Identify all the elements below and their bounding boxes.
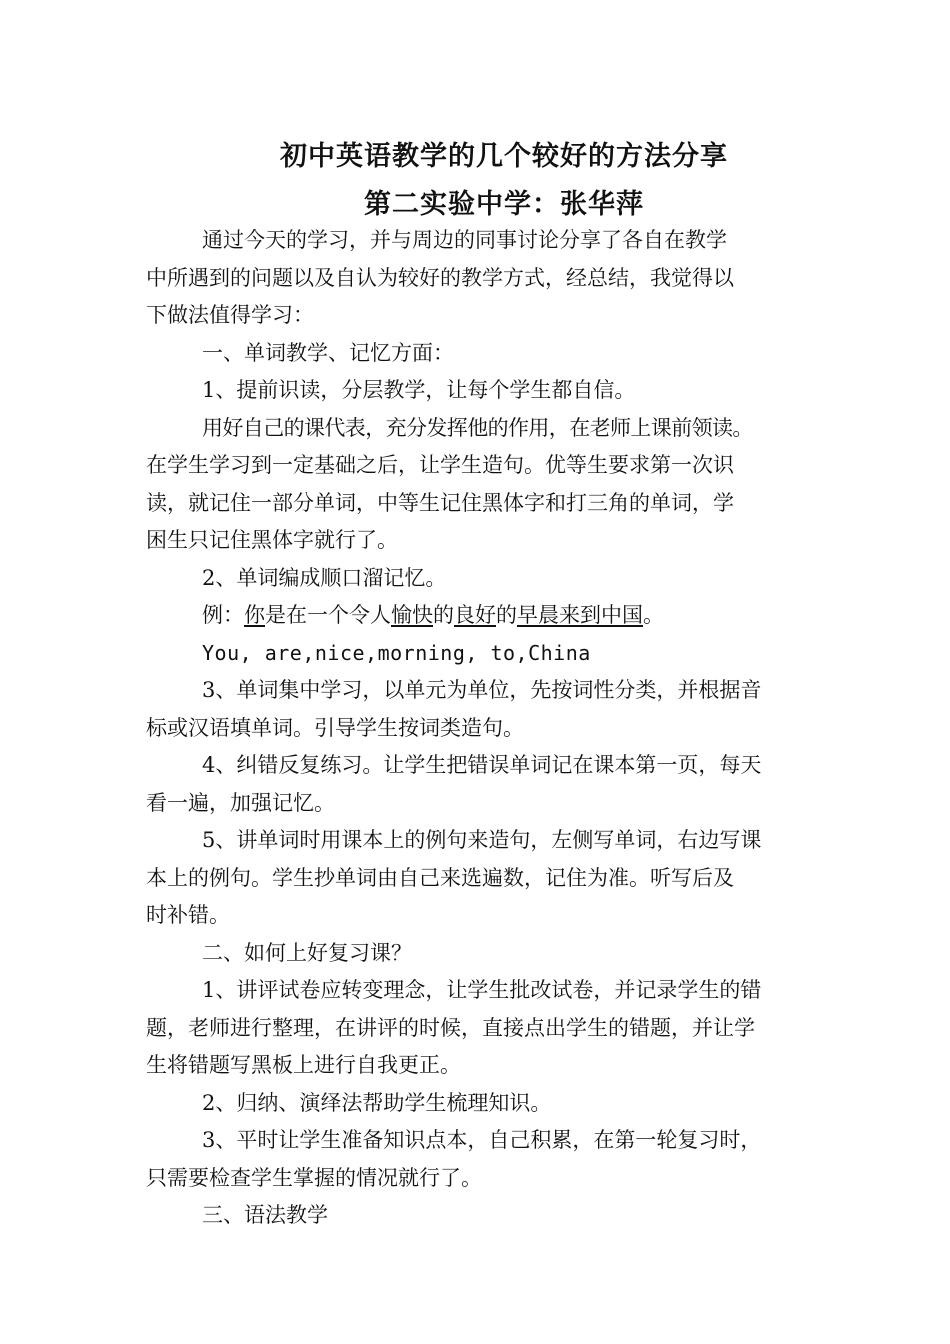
example-word: 你 [244,603,265,627]
paragraph-line: 标或汉语填单词。引导学生按词类造句。 [146,715,524,740]
paragraph-line: 中所遇到的问题以及自认为较好的教学方式，经总结，我觉得以 [146,265,734,290]
paragraph-line: 2、归纳、演绎法帮助学生梳理知识。 [202,1090,552,1115]
example-word: 良好 [454,603,496,627]
section-heading: 一、单词教学、记忆方面： [202,340,454,365]
paragraph-line: 本上的例句。学生抄单词由自己来选遍数，记住为准。听写后及 [146,865,734,890]
paragraph-line: 看一遍，加强记忆。 [146,790,335,815]
paragraph-line: 读，就记住一部分单词，中等生记住黑体字和打三角的单词，学 [146,490,734,515]
section-heading: 三、语法教学 [202,1203,328,1227]
example-text: 的 [433,603,454,627]
example-line [146,597,814,635]
paragraph-line: 用好自己的课代表，充分发挥他的作用，在老师上课前领读。 [202,415,753,440]
paragraph-line: 在学生学习到一定基础之后，让学生造句。优等生要求第一次识 [146,453,734,477]
paragraph-line: 1、提前识读，分层教学，让每个学生都自信。 [202,378,636,402]
example-word: 早晨 [517,603,559,627]
document-title: 初中英语教学的几个较好的方法分享 [280,141,728,172]
paragraph-line: 通过今天的学习，并与周边的同事讨论分享了各自在教学 [202,228,727,252]
document-body [146,222,814,1235]
example-word: 来到 [559,603,601,627]
paragraph-line: 只需要检查学生掌握的情况就行了。 [146,1165,482,1190]
example-word: 愉快 [391,603,433,627]
example-end: 。 [643,603,664,627]
paragraph-line: 5、讲单词时用课本上的例句来造句，左侧写单词，右边写课 [202,828,762,852]
paragraph-line: 困生只记住黑体字就行了。 [146,528,398,552]
paragraph-line: 1、讲评试卷应转变理念，让学生批改试卷，并记录学生的错 [202,978,762,1002]
paragraph-line: 时补错。 [146,903,230,927]
author-line: 第二实验中学：张华萍 [364,189,644,220]
example-text: 是在一个令人 [265,603,391,627]
section-heading: 二、如何上好复习课？ [202,940,412,965]
example-text: 的 [496,603,517,627]
paragraph-line: 生将错题写黑板上进行自我更正。 [146,1053,461,1077]
paragraph-line: 题，老师进行整理，在讲评的时候，直接点出学生的错题，并让学 [146,1015,755,1040]
paragraph-line: 下做法值得学习： [146,303,314,327]
english-line: You, are,nice,morning, to,China [202,640,591,665]
example-word: 中国 [601,603,643,627]
paragraph-line: 4、纠错反复练习。让学生把错误单词记在课本第一页，每天 [202,753,762,777]
example-prefix: 例： [202,603,244,627]
paragraph-line: 3、单词集中学习，以单元为单位，先按词性分类，并根据音 [202,678,762,702]
paragraph-line: 2、单词编成顺口溜记忆。 [202,565,447,590]
paragraph-line: 3、平时让学生准备知识点本，自己积累，在第一轮复习时， [202,1128,762,1152]
